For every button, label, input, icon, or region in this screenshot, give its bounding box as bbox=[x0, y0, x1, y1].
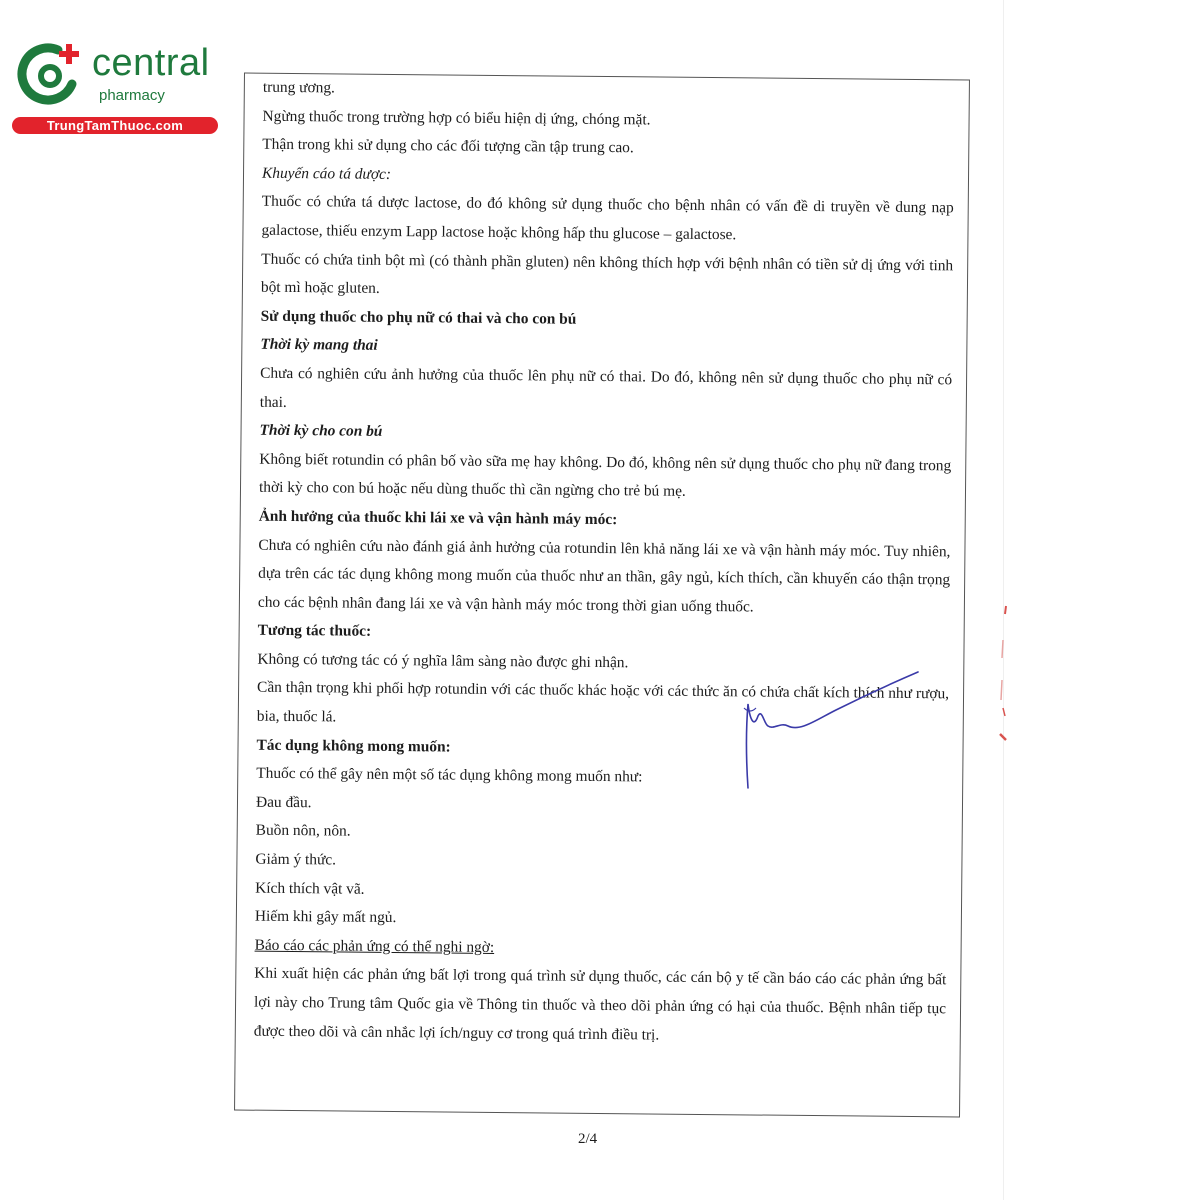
text-line: Ngừng thuốc trong trường hợp có biểu hiện dị ứng, chóng mặt. bbox=[262, 107, 651, 129]
interaction-line: Không có tương tác có ý nghĩa lâm sàng nào được ghi nhận. bbox=[257, 650, 629, 672]
interaction-paragraph: Cần thận trọng khi phối hợp rotundin với các thuốc khác hoặc với các thức ăn có chứa chất kích thích như rượu, bia, thuốc lá. bbox=[256, 679, 950, 726]
pharmacy-cross-icon bbox=[14, 38, 86, 110]
excipient-paragraph: Thuốc có chứa tá dược lactose, do đó không sử dụng thuốc cho bệnh nhân có vấn đề di truyền về dung nạp galactose, thiếu enzym Lapp lactose hoặc không hấp thu glucose – galactose. bbox=[261, 193, 954, 244]
excipient-paragraph: Thuốc có chứa tinh bột mì (có thành phần gluten) nên không thích hợp với bệnh nhân có tiền sử dị ứng với tinh bột mì hoặc gluten. bbox=[260, 250, 954, 298]
text-line: trung ương. bbox=[262, 78, 335, 97]
document-page bbox=[234, 73, 970, 1118]
adverse-intro: Thuốc có thể gây nên một số tác dụng không mong muốn như: bbox=[256, 764, 643, 786]
report-heading: Báo cáo các phản ứng có thể nghi ngờ: bbox=[254, 936, 495, 956]
adverse-item: Giảm ý thức. bbox=[255, 850, 337, 869]
driving-paragraph: Chưa có nghiên cứu nào đánh giá ảnh hưởng của rotundin lên khả năng lái xe và vận hành máy móc. Tuy nhiên, dựa trên các tác dụng không mong muốn của thuốc như an thần, gây ngủ, kích thích, cần khuyến cáo thận trọng cho các bệnh nhân đang lái xe và vận hành máy móc trong thời gian uống thuốc. bbox=[257, 536, 951, 616]
driving-heading: Ảnh hưởng của thuốc khi lái xe và vận hành máy móc: bbox=[258, 507, 618, 529]
margin-stamp-marks bbox=[994, 600, 1014, 750]
brand-subtitle: pharmacy bbox=[99, 87, 165, 104]
interaction-heading: Tương tác thuốc: bbox=[257, 621, 372, 641]
lactation-paragraph: Không biết rotundin có phân bố vào sữa mẹ hay không. Do đó, không nên sử dụng thuốc cho phụ nữ đang trong thời kỳ cho con bú hoặc nếu dùng thuốc thì cần ngừng cho trẻ bú mẹ. bbox=[258, 450, 952, 501]
lactation-subheading: Thời kỳ cho con bú bbox=[259, 421, 383, 441]
brand-name: central bbox=[92, 42, 210, 84]
pregnancy-subheading: Thời kỳ mang thai bbox=[260, 336, 378, 355]
page-number: 2/4 bbox=[578, 1131, 598, 1147]
excipient-heading: Khuyến cáo tá dược: bbox=[261, 164, 392, 183]
adverse-item: Đau đầu. bbox=[255, 793, 312, 812]
brand-website: TrungTamThuoc.com bbox=[12, 117, 218, 134]
adverse-heading: Tác dụng không mong muốn: bbox=[256, 736, 451, 756]
pregnancy-heading: Sử dụng thuốc cho phụ nữ có thai và cho con bú bbox=[260, 307, 577, 328]
pregnancy-paragraph: Chưa có nghiên cứu ảnh hưởng của thuốc lên phụ nữ có thai. Do đó, không nên sử dụng thuốc cho phụ nữ có thai. bbox=[259, 364, 953, 411]
adverse-item: Hiếm khi gây mất ngủ. bbox=[254, 907, 397, 927]
handwritten-signature bbox=[740, 668, 930, 798]
report-paragraph: Khi xuất hiện các phản ứng bất lợi trong quá trình sử dụng thuốc, các cán bộ y tế cần báo cáo các phản ứng bất lợi này cho Trung tâm Quốc gia về Thông tin thuốc và theo dõi phản ứng có hại của thuốc. Bệnh nhân tiếp tục được theo dõi và cân nhắc lợi ích/nguy cơ trong quá trình điều trị. bbox=[253, 965, 947, 1044]
adverse-item: Buồn nôn, nôn. bbox=[255, 822, 351, 841]
text-line: Thận trong khi sử dụng cho các đối tượng cần tập trung cao. bbox=[262, 135, 634, 157]
document-content bbox=[254, 74, 955, 1053]
brand-logo bbox=[8, 38, 218, 138]
adverse-item: Kích thích vật vã. bbox=[255, 879, 365, 898]
